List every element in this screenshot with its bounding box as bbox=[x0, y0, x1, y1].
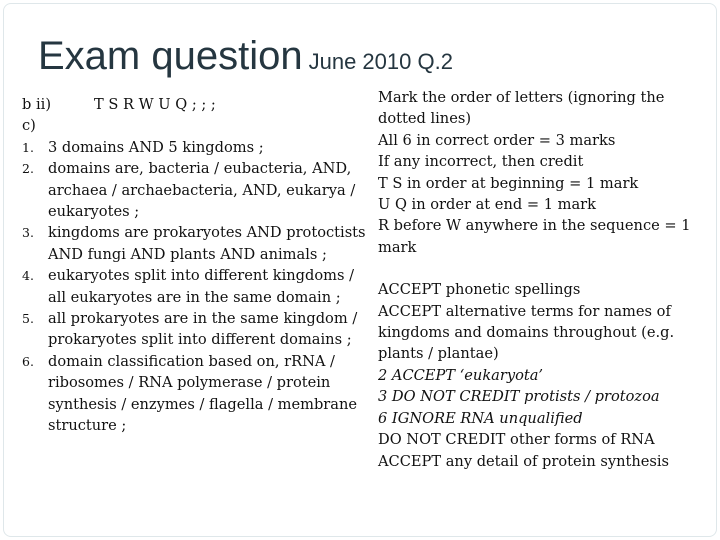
list-item bbox=[22, 308, 367, 351]
title-sub: June 2010 Q.2 bbox=[308, 49, 453, 74]
list-text: kingdoms are prokaryotes AND protoctists AND fungi AND plants AND animals ; bbox=[48, 224, 366, 263]
mark-scheme-line: T S in order at beginning = 1 mark bbox=[378, 174, 639, 192]
note-italic: 3 DO NOT CREDIT protists / protozoa bbox=[378, 388, 660, 406]
mark-scheme-line: All 6 in correct order = 3 marks bbox=[378, 131, 616, 149]
list-item bbox=[22, 351, 367, 437]
mark-scheme-column bbox=[378, 87, 708, 472]
list-item bbox=[22, 265, 367, 308]
spacer bbox=[378, 258, 708, 279]
part-b-label: b ii) bbox=[22, 96, 52, 113]
mark-scheme-line: ACCEPT any detail of protein synthesis bbox=[378, 452, 670, 470]
list-number: 1. bbox=[22, 139, 34, 155]
part-c-list bbox=[22, 137, 367, 437]
list-item bbox=[22, 158, 367, 222]
list-item bbox=[22, 137, 367, 158]
mark-scheme-line: DO NOT CREDIT other forms of RNA bbox=[378, 431, 655, 449]
part-c-label: c) bbox=[22, 117, 36, 135]
list-text: domains are, bacteria / eubacteria, AND, archaea / archaebacteria, AND, eukarya / eukaryotes ; bbox=[48, 160, 356, 221]
list-text: domain classification based on, rRNA / ribosomes / RNA polymerase / protein synthesis / enzymes / flagella / membrane structure ; bbox=[48, 352, 358, 435]
mark-scheme-line: U Q in order at end = 1 mark bbox=[378, 196, 596, 214]
part-b-sequence: T S R W U Q ; ; ; bbox=[94, 96, 216, 113]
list-number: 2. bbox=[22, 161, 34, 177]
list-number: 4. bbox=[22, 268, 34, 284]
mark-scheme-line: R before W anywhere in the sequence = 1 mark bbox=[378, 217, 691, 256]
list-text: eukaryotes split into different kingdoms / all eukaryotes are in the same domain ; bbox=[48, 267, 355, 306]
mark-scheme-line: If any incorrect, then credit bbox=[378, 153, 584, 171]
accept-phonetic: ACCEPT phonetic spellings bbox=[378, 281, 581, 299]
title-main: Exam question bbox=[38, 34, 303, 78]
note-italic: 6 IGNORE RNA unqualified bbox=[378, 409, 583, 427]
list-number: 3. bbox=[22, 225, 34, 241]
list-number: 6. bbox=[22, 353, 34, 369]
answer-column bbox=[22, 94, 367, 437]
list-text: all prokaryotes are in the same kingdom / prokaryotes split into different domains ; bbox=[48, 310, 358, 349]
list-item bbox=[22, 222, 367, 265]
note-italic: 2 ACCEPT ‘eukaryota’ bbox=[378, 366, 544, 384]
list-text: 3 domains AND 5 kingdoms ; bbox=[48, 138, 264, 156]
slide-title bbox=[38, 36, 453, 76]
list-number: 5. bbox=[22, 311, 34, 327]
mark-scheme-line: Mark the order of letters (ignoring the dotted lines) bbox=[378, 89, 665, 128]
accept-alternative-terms: ACCEPT alternative terms for names of kingdoms and domains throughout (e.g. plants / plantae) bbox=[378, 302, 675, 363]
part-b-answer bbox=[22, 94, 367, 115]
